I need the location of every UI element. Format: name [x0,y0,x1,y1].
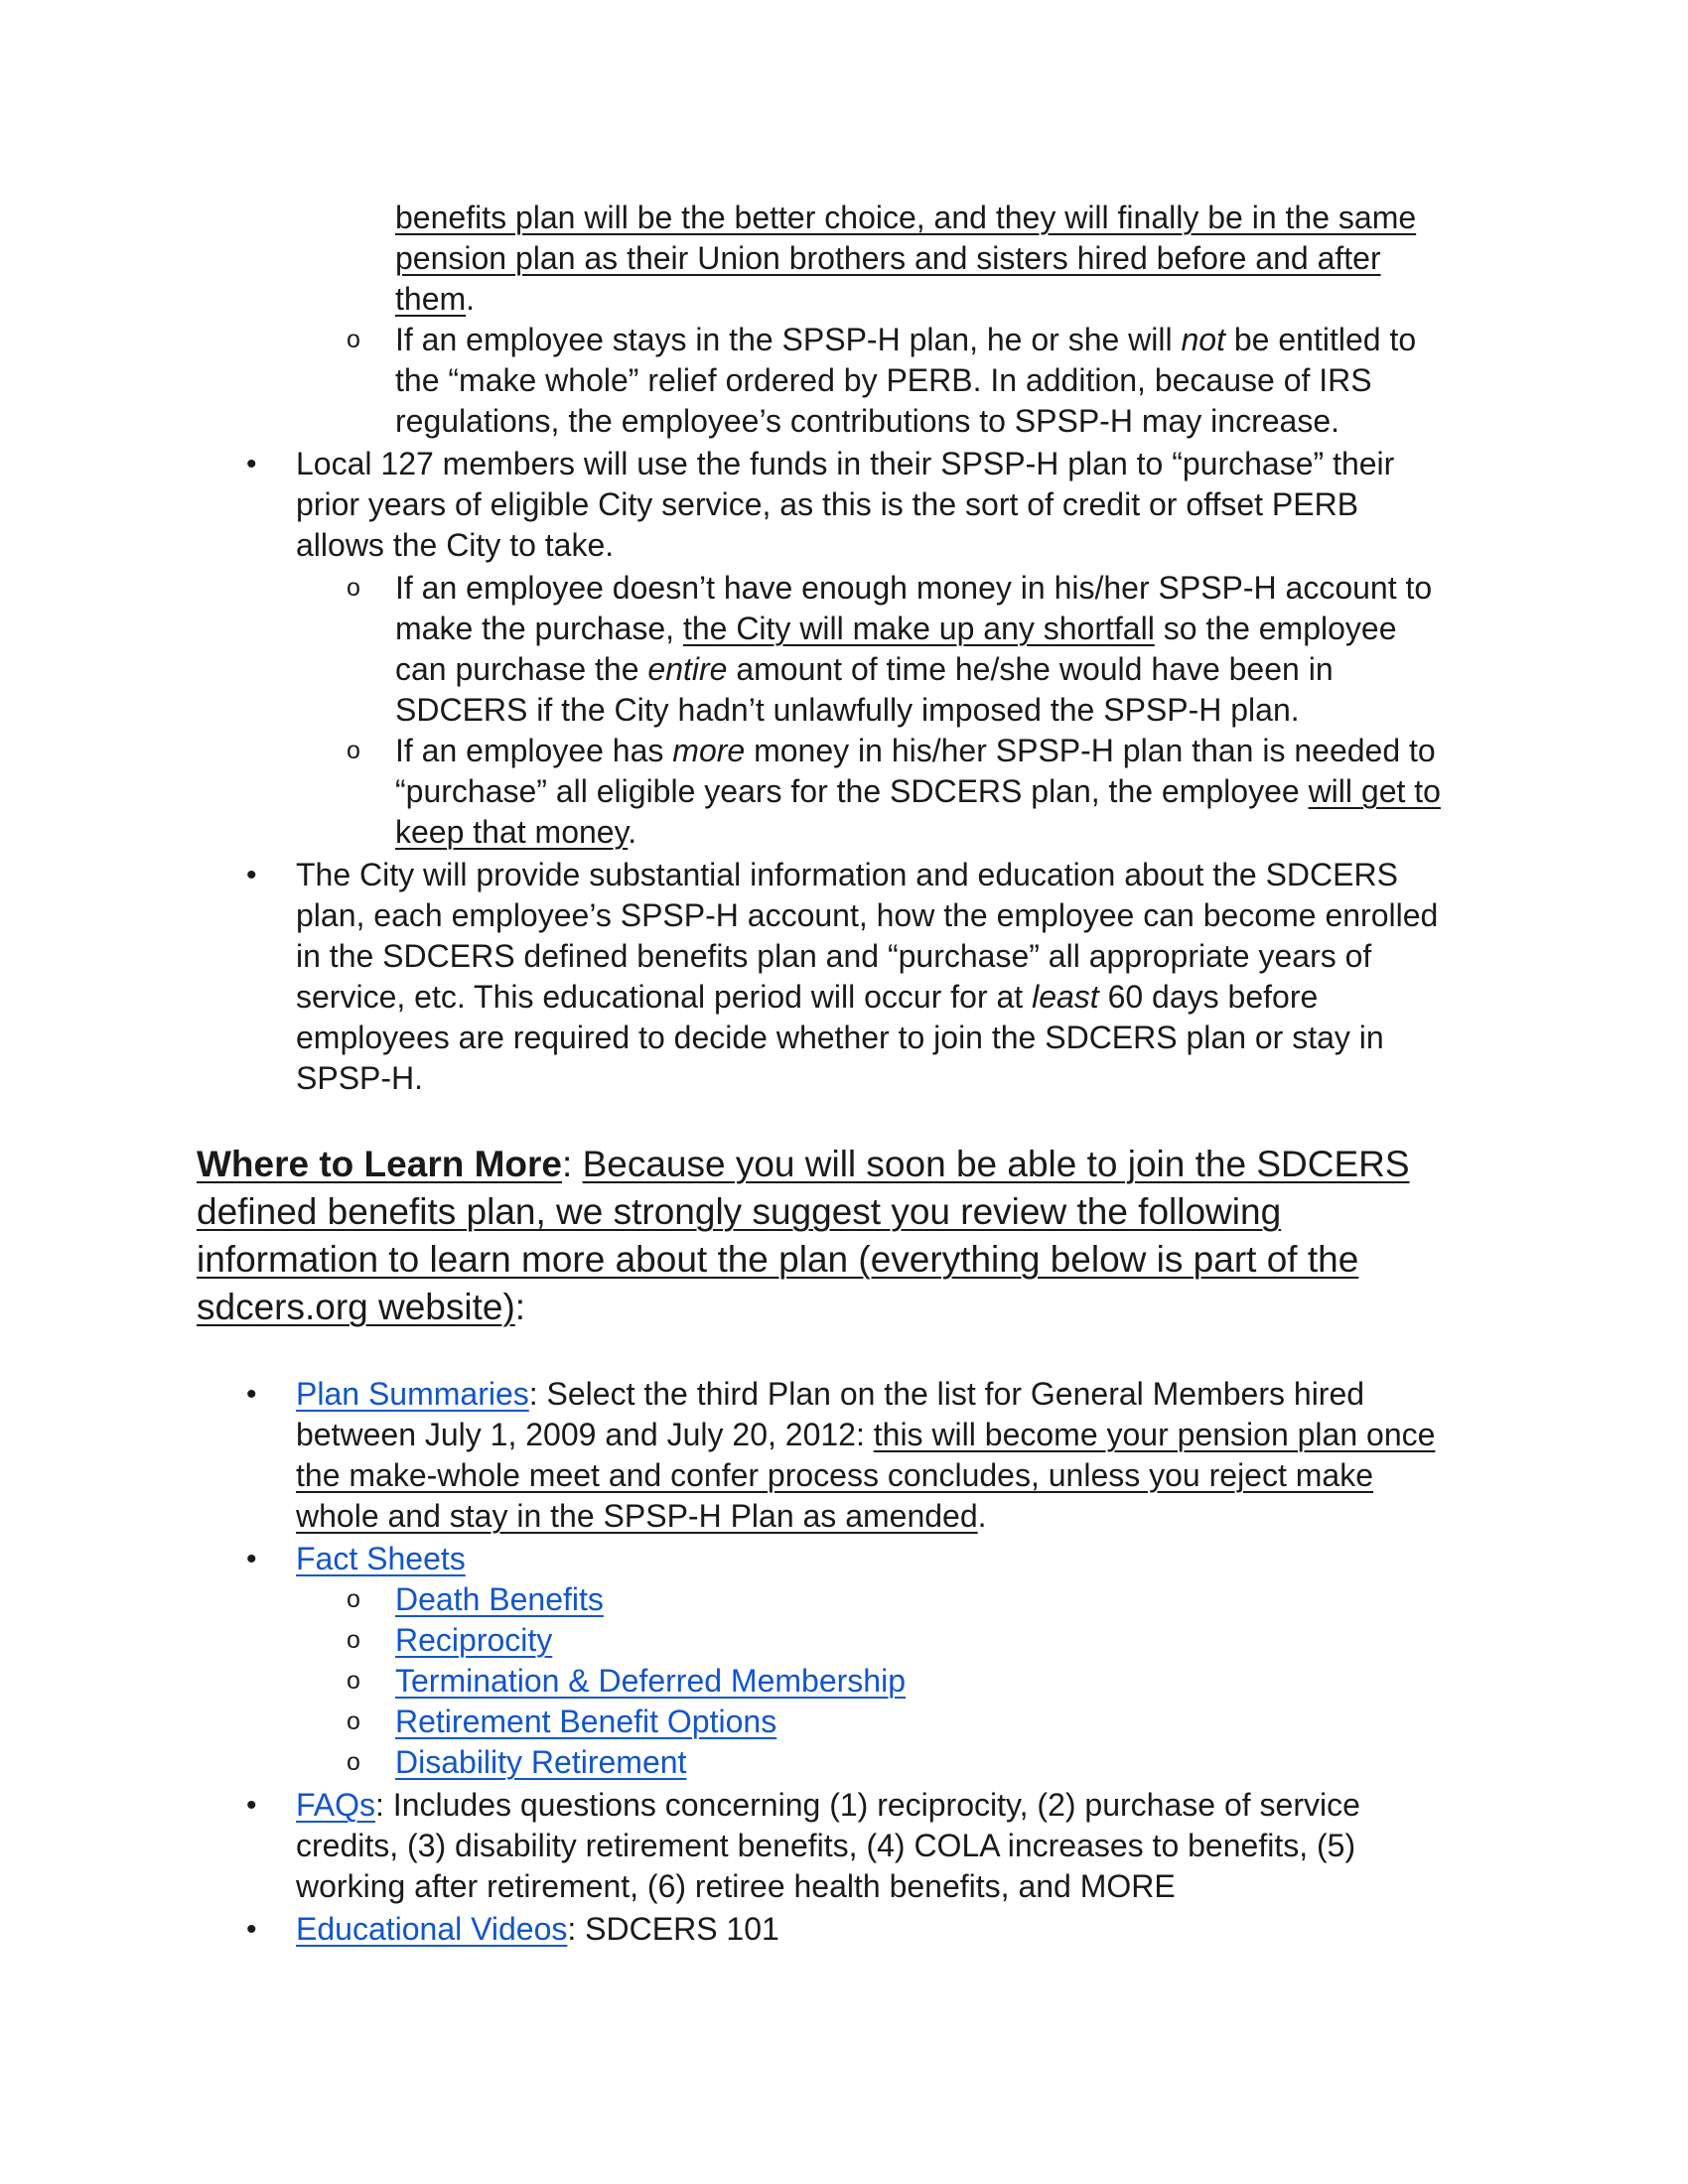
underlined-text: Because you will soon be able to join the SDCERS [582,1144,1410,1184]
text-line [395,609,1397,649]
text-fragment: If an employee stays in the SPSP-H plan, he or she will [395,322,1182,357]
disability-retirement-link[interactable]: Disability Retirement [395,1744,687,1780]
text-line: regulations, the employee’s contributions to SPSP-H may increase. [395,403,1339,439]
text-fragment: : [514,1287,526,1327]
heading-line: information to learn more about the plan (everything below is part of the [197,1239,1359,1280]
text-line: Local 127 members will use the funds in their SPSP-H plan to “purchase” their [296,446,1395,481]
sub-bullet-marker: o [347,574,360,602]
sub-bullet-marker: o [347,1707,360,1735]
text-line [395,1702,776,1742]
text-line [296,1785,1360,1826]
text-line: plan, each employee’s SPSP-H account, how the employee can become enrolled [296,897,1439,933]
text-fragment: : [562,1144,583,1184]
text-line [395,320,1416,360]
text-fragment: . [466,281,476,317]
bullet-marker: • [246,859,257,891]
underlined-text: this will become your pension plan once [873,1417,1436,1452]
bullet-marker: • [246,1789,257,1822]
underlined-text: whole and stay in the SPSP-H Plan as amended [296,1498,978,1534]
text-fragment: so the employee [1154,611,1397,646]
fact-sheets-link[interactable]: Fact Sheets [296,1541,466,1576]
text-line: allows the City to take. [296,527,615,563]
text-fragment: : SDCERS 101 [567,1911,779,1947]
text-line: employees are required to decide whether to join the SDCERS plan or stay in [296,1020,1384,1055]
underlined-text: them [395,281,467,317]
text-line [395,731,1436,771]
text-fragment: make the purchase, [395,611,683,646]
text-fragment: amount of time he/she would have been in [727,651,1334,687]
sub-bullet-marker: o [347,1748,360,1776]
text-line [296,977,1318,1018]
sub-bullet-marker: o [347,1585,360,1613]
death-benefits-link[interactable]: Death Benefits [395,1581,604,1617]
text-line [395,1661,906,1702]
italic-text: entire [647,651,728,687]
text-line: in the SDCERS defined benefits plan and “purchase” all appropriate years of [296,938,1372,974]
plan-summaries-link[interactable]: Plan Summaries [296,1376,529,1412]
text-line [395,1579,604,1620]
text-line: credits, (3) disability retirement benefits, (4) COLA increases to benefits, (5) [296,1828,1356,1863]
italic-text: not [1181,322,1225,357]
text-fragment: service, etc. This educational period will occur for at [296,979,1033,1015]
text-fragment: be entitled to [1224,322,1417,357]
text-line: working after retirement, (6) retiree health benefits, and MORE [296,1868,1176,1904]
text-fragment: 60 days before [1098,979,1319,1015]
sub-bullet-marker: o [347,326,360,353]
text-fragment: money in his/her SPSP-H plan than is needed to [745,733,1436,768]
bullet-marker: • [246,448,257,480]
sub-bullet-marker: o [347,1626,360,1654]
text-fragment: : Select the third Plan on the list for General Members hired [528,1376,1365,1412]
underlined-text: sdcers.org website) [197,1287,515,1327]
heading-line [197,1284,525,1331]
heading-title: Where to Learn More [197,1144,562,1184]
text-line [296,1374,1364,1415]
text-line [296,1909,779,1950]
retirement-benefit-options-link[interactable]: Retirement Benefit Options [395,1704,777,1739]
text-line: The City will provide substantial information and education about the SDCERS [296,857,1398,892]
text-line [296,1415,1435,1455]
text-line: SPSP-H. [296,1060,424,1096]
text-fragment: If an employee has [395,733,673,768]
reciprocity-link[interactable]: Reciprocity [395,1622,553,1658]
sub-bullet-marker: o [347,737,360,764]
text-line [395,1742,686,1783]
text-line [395,279,475,320]
text-line: prior years of eligible City service, as this is the sort of credit or offset PERB [296,486,1359,522]
underlined-text: keep that money [395,814,629,850]
text-line: If an employee doesn’t have enough money in his/her SPSP-H account to [395,570,1433,606]
termination-deferred-membership-link[interactable]: Termination & Deferred Membership [395,1663,906,1699]
text-line: pension plan as their Union brothers and sisters hired before and after [395,240,1381,276]
text-line [296,1539,466,1579]
faqs-link[interactable]: FAQs [296,1787,376,1823]
text-line: benefits plan will be the better choice, and they will finally be in the same [395,200,1417,235]
underlined-text: the City will make up any shortfall [682,611,1155,646]
sub-bullet-marker: o [347,1667,360,1695]
text-fragment: : Includes questions concerning (1) reciprocity, (2) purchase of service [375,1787,1360,1823]
section-heading [197,1141,1410,1188]
text-line: SDCERS if the City hadn’t unlawfully imposed the SPSP-H plan. [395,692,1300,728]
italic-text: more [672,733,746,768]
text-fragment: . [977,1498,987,1534]
text-line [395,649,1334,690]
text-fragment: can purchase the [395,651,648,687]
text-fragment: “purchase” all eligible years for the SDCERS plan, the employee [395,773,1309,809]
educational-videos-link[interactable]: Educational Videos [296,1911,568,1947]
bullet-marker: • [246,1913,257,1946]
text-line [395,771,1441,812]
text-line [296,1496,987,1537]
bullet-marker: • [246,1378,257,1411]
text-line [395,1620,552,1661]
heading-line: defined benefits plan, we strongly suggest you review the following [197,1191,1282,1232]
bullet-marker: • [246,1543,257,1575]
text-line [395,812,636,853]
text-line: the “make whole” relief ordered by PERB. In addition, because of IRS [395,362,1372,398]
text-fragment: between July 1, 2009 and July 20, 2012: [296,1417,874,1452]
text-fragment: . [628,814,637,850]
italic-text: least [1032,979,1099,1015]
text-line: the make-whole meet and confer process concludes, unless you reject make [296,1457,1373,1493]
underlined-text: will get to [1308,773,1441,809]
